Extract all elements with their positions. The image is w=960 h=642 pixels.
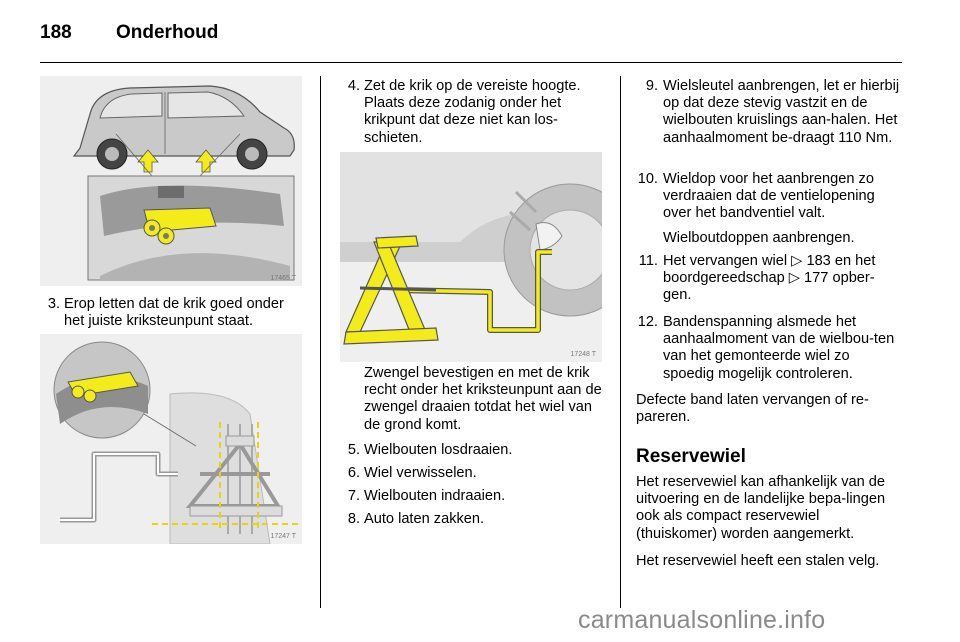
column-divider-1 <box>320 76 321 608</box>
step-number: 7. <box>347 488 360 504</box>
page-ref-arrow-icon: ▷ <box>788 270 805 287</box>
step-8 <box>340 511 602 529</box>
step-number: 5. <box>347 442 360 458</box>
step-number: 12. <box>637 314 658 330</box>
figure-number: 17248 T <box>570 351 596 358</box>
step-text: Wielbouten indraaien. <box>364 488 506 504</box>
step-9 <box>636 78 902 166</box>
page-ref-177[interactable]: 177 <box>804 270 829 287</box>
car-jacking-points-illustration <box>40 76 302 286</box>
step-10 <box>636 171 902 225</box>
step-number: 8. <box>347 511 360 527</box>
column-divider-2 <box>620 76 621 608</box>
step-4 <box>340 78 602 150</box>
section-title-reservewiel: Reservewiel <box>636 446 746 467</box>
repair-note: Defecte band laten vervangen of re-pareren. <box>636 392 869 426</box>
step-number: 6. <box>347 465 360 481</box>
step-number: 11. <box>638 253 658 269</box>
page-title: Onderhoud <box>116 22 219 43</box>
crank-jack-illustration <box>340 152 602 362</box>
figure-car-jacking-points <box>40 76 302 286</box>
watermark: carmanualsonline.info <box>578 606 826 634</box>
page-ref-183[interactable]: 183 <box>806 253 831 269</box>
step-text: Auto laten zakken. <box>364 511 485 527</box>
step-text: Wiel verwisselen. <box>364 465 477 481</box>
step-text: Wieldop voor het aanbrengen zo verdraaien dat de ventielopening over het bandventiel valt. <box>663 171 875 222</box>
figure-number: 17465 T <box>270 275 296 282</box>
step-12 <box>636 314 902 386</box>
figure-crank-jack <box>340 152 602 362</box>
step-10-continuation: Wielboutdoppen aanbrengen. <box>663 230 855 246</box>
figure-number: 17247 T <box>270 533 296 540</box>
step-11 <box>636 253 902 307</box>
step-text: Erop letten dat de krik goed onder het juiste kriksteunpunt staat. <box>64 296 284 330</box>
step-number: 4. <box>347 78 360 94</box>
step-11-text-b: en het boordgereedschap <box>663 253 876 287</box>
page-ref-arrow-icon: ▷ <box>791 253 807 269</box>
step-4-continuation: Zwengel bevestigen en met de krik recht onder het kriksteunpunt aan de zwengel draaien totdat het wiel van de grond komt. <box>364 365 602 433</box>
step-number: 3. <box>47 296 60 312</box>
spare-wheel-rim-note: Het reservewiel heeft een stalen velg. <box>636 553 880 569</box>
step-text: Bandenspanning alsmede het aanhaalmoment van de wielbou-ten van het gemonteerde wiel zo spoedig mogelijk controleren. <box>663 314 895 382</box>
step-text <box>663 253 902 305</box>
step-5 <box>340 442 602 460</box>
step-6 <box>340 465 602 483</box>
step-number: 9. <box>645 78 658 94</box>
step-11-text-c: opber-gen. <box>663 270 875 304</box>
page-number: 188 <box>40 22 72 43</box>
step-11-text-a: Het vervangen wiel <box>663 253 792 269</box>
figure-jack-position <box>40 334 302 544</box>
jack-position-illustration <box>40 334 302 544</box>
header-rule <box>40 62 902 63</box>
step-text: Wielbouten losdraaien. <box>364 442 513 458</box>
step-number: 10. <box>637 171 658 187</box>
step-text: Wielsleutel aanbrengen, let er hierbij op dat deze stevig vastzit en de wielbouten kruislings aan-halen. Het aanhaalmoment be-draagt 110 Nm. <box>663 78 900 146</box>
spare-wheel-paragraph: Het reservewiel kan afhankelijk van de uitvoering en de landelijke bepa-lingen ook als compact reservewiel (thuiskomer) worden aangemerkt. <box>636 474 886 542</box>
step-text: Zet de krik op de vereiste hoogte. Plaats deze zodanig onder het krikpunt dat deze niet kan los-schieten. <box>364 78 581 146</box>
step-3 <box>40 296 302 336</box>
step-7 <box>340 488 602 506</box>
